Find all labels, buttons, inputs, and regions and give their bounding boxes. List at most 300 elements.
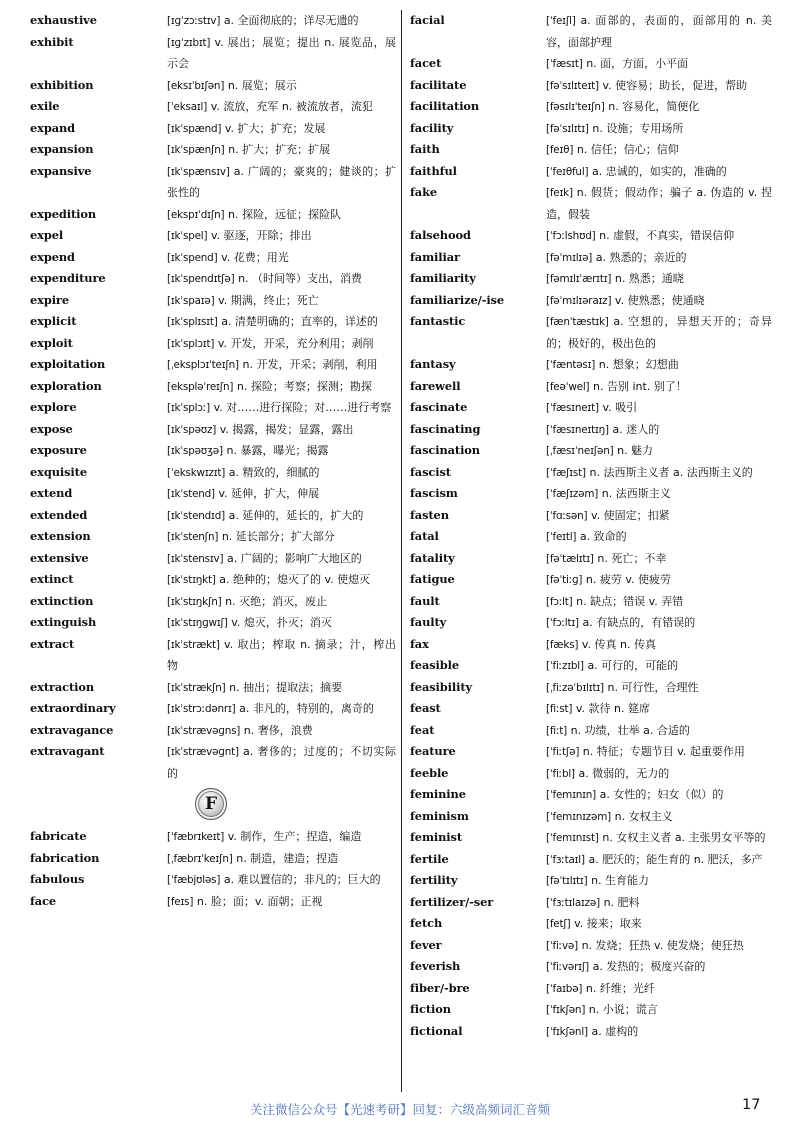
phonetic: [ɪkˈstendɪd] xyxy=(167,509,225,522)
entry-definition xyxy=(167,677,396,699)
dictionary-entry xyxy=(410,591,772,613)
dictionary-entry xyxy=(410,655,772,677)
phonetic: [ɪkˈstend] xyxy=(167,488,215,500)
gloss: v. 款待 n. 筵席 xyxy=(575,702,650,715)
headword: exposure xyxy=(30,443,87,457)
headword: familiarize/-ise xyxy=(410,292,505,307)
entry-definition xyxy=(167,247,396,269)
headword: extract xyxy=(30,636,75,651)
entry-definition xyxy=(167,526,396,548)
phonetic: [ˌfæsɪˈneɪʃən] xyxy=(546,445,614,457)
dictionary-entry xyxy=(410,978,772,1000)
entry-definition xyxy=(546,354,772,376)
phonetic: [ˈfiːvərɪʃ] xyxy=(546,961,589,973)
gloss: n. 扩大；扩充；扩展 xyxy=(228,143,331,156)
gloss: n. 抽出；提取法；摘要 xyxy=(229,680,343,694)
entry-definition xyxy=(546,612,772,634)
headword: feasibility xyxy=(410,679,472,694)
dictionary-entry xyxy=(410,892,772,914)
phonetic: [ˈfiːzɪbl] xyxy=(546,660,584,672)
gloss: n. 脸；面；v. 面朝；正视 xyxy=(196,894,323,908)
dictionary-entry xyxy=(30,397,396,419)
headword: facilitation xyxy=(410,99,480,113)
dictionary-entry xyxy=(30,333,396,355)
dictionary-entry xyxy=(30,247,396,269)
headword: feminine xyxy=(410,787,466,801)
entry-definition xyxy=(546,376,772,398)
phonetic: [ˈfæbrɪkeɪt] xyxy=(167,831,225,843)
headword: exploration xyxy=(30,378,102,393)
entry-definition xyxy=(546,849,772,871)
entry-definition xyxy=(546,741,772,763)
dictionary-entry xyxy=(410,440,772,462)
gloss: n. 灭绝；消灭，废止 xyxy=(225,594,328,608)
gloss: n. 女权主义 xyxy=(614,809,673,823)
phonetic: [ɪkˈstrækʃn] xyxy=(167,681,226,694)
gloss: n. 虚假，不真实，错误信仰 xyxy=(599,229,735,242)
phonetic: [fetʃ] xyxy=(546,918,571,930)
entry-definition xyxy=(167,591,396,613)
phonetic: [ˈfæʃɪst] xyxy=(546,466,586,479)
dictionary-entry xyxy=(30,526,396,548)
entry-definition xyxy=(546,870,772,892)
gloss: v. 接来；取来 xyxy=(574,917,642,930)
gloss: v. 驱逐，开除；排出 xyxy=(210,229,312,242)
entry-definition xyxy=(167,720,396,742)
phonetic: [ˈfɪkʃən] xyxy=(546,1004,586,1016)
phonetic: [ˈfæbjʊləs] xyxy=(167,874,221,886)
dictionary-entry xyxy=(30,483,396,505)
headword: fascinating xyxy=(410,421,481,436)
phonetic: [ɪkˈspænd] xyxy=(167,122,222,135)
headword: explicit xyxy=(30,314,77,328)
entry-definition xyxy=(167,698,396,720)
headword: extinct xyxy=(30,572,74,586)
phonetic: [ɪkˈstrækt] xyxy=(167,638,220,651)
gloss: n. 告别 int. 别了！ xyxy=(593,379,687,393)
headword: expedition xyxy=(30,206,97,221)
phonetic: [ˈfaɪbə] xyxy=(546,982,583,995)
phonetic: [ɪkˈsplɪsɪt] xyxy=(167,316,218,328)
dictionary-entry xyxy=(30,848,396,870)
headword: falsehood xyxy=(410,228,471,242)
headword: fabrication xyxy=(30,850,100,865)
dictionary-entry xyxy=(30,826,396,848)
phonetic: [ɪkˈspəʊʒə] xyxy=(167,445,223,457)
headword: expand xyxy=(30,120,76,135)
entry-definition xyxy=(546,763,772,785)
entry-definition xyxy=(167,483,396,505)
dictionary-entry xyxy=(30,311,396,333)
dictionary-entry xyxy=(30,720,396,742)
entry-definition xyxy=(546,10,772,53)
gloss: n. 女权主义者 a. 主张男女平等的 xyxy=(602,831,766,844)
dictionary-entry xyxy=(410,161,772,183)
phonetic: [ˈfeɪθful] xyxy=(546,165,589,178)
phonetic: [ekspɪˈdɪʃn] xyxy=(167,208,225,221)
dictionary-entry xyxy=(410,548,772,570)
dictionary-entry xyxy=(410,118,772,140)
dictionary-entry xyxy=(30,891,396,913)
entry-definition xyxy=(546,892,772,914)
entry-definition xyxy=(167,419,396,441)
gloss: n. 功绩，壮举 a. 合适的 xyxy=(570,723,690,737)
headword: extravagant xyxy=(30,744,105,758)
gloss: v. 扩大；扩充；发展 xyxy=(224,121,326,135)
entry-definition xyxy=(546,999,772,1021)
headword: expansive xyxy=(30,163,92,178)
dictionary-entry xyxy=(410,956,772,978)
headword: fascism xyxy=(410,486,458,500)
entry-definition xyxy=(546,978,772,1000)
phonetic: [feəˈwel] xyxy=(546,380,590,393)
headword: fabricate xyxy=(30,829,87,843)
headword: exploitation xyxy=(30,357,106,371)
phonetic: [ɪkˈspel] xyxy=(167,230,208,242)
section-letter-badge xyxy=(195,788,227,820)
phonetic: [ɪkˈspaɪə] xyxy=(167,294,215,307)
phonetic: [ˈfæntəsɪ] xyxy=(546,359,596,371)
gloss: a. 熟悉的；亲近的 xyxy=(595,250,687,264)
entry-definition xyxy=(546,827,772,849)
headword: explore xyxy=(30,400,77,414)
dictionary-entry xyxy=(410,182,772,225)
entry-definition xyxy=(546,591,772,613)
headword: facet xyxy=(410,56,442,70)
headword: extinction xyxy=(30,593,94,608)
headword: exhaustive xyxy=(30,13,97,27)
dictionary-entry xyxy=(410,419,772,441)
phonetic: [ˈfemɪnɪzəm] xyxy=(546,810,612,823)
entry-definition xyxy=(167,634,396,677)
phonetic: [fəsɪlɪˈteɪʃn] xyxy=(546,101,605,113)
dictionary-entry xyxy=(410,741,772,763)
headword: feature xyxy=(410,744,456,758)
dictionary-entry xyxy=(410,935,772,957)
dictionary-entry xyxy=(410,247,772,269)
gloss: n. 法西斯主义者 a. 法西斯主义的 xyxy=(589,465,753,479)
gloss: v. 对……进行探险；对……进行考察 xyxy=(213,401,392,414)
phonetic: [ɪkˈstrævəɡnt] xyxy=(167,746,239,758)
gloss: v. 延伸，扩大，伸展 xyxy=(218,487,320,500)
headword: fatigue xyxy=(410,572,455,586)
entry-definition xyxy=(167,290,396,312)
gloss: v. 使容易；助长，促进，帮助 xyxy=(602,78,748,92)
phonetic: [ˈfɔːltɪ] xyxy=(546,617,579,629)
dictionary-entry xyxy=(30,96,396,118)
dictionary-entry xyxy=(30,268,396,290)
phonetic: [ɪkˈstenʃn] xyxy=(167,531,219,543)
headword: fax xyxy=(410,636,429,651)
headword: feminism xyxy=(410,808,469,823)
dictionary-entry xyxy=(30,591,396,613)
footer-promo[interactable]: 关注微信公众号【光速考研】回复：六级高频词汇音频 xyxy=(249,1102,550,1117)
gloss: n. 暴露，曝光；揭露 xyxy=(226,444,329,457)
entry-definition xyxy=(546,720,772,742)
headword: fertilizer/-ser xyxy=(410,894,494,909)
headword: fatality xyxy=(410,550,455,565)
dictionary-entry xyxy=(410,784,772,806)
phonetic: [ɪkˈspænsɪv] xyxy=(167,165,230,178)
headword: fertility xyxy=(410,873,458,887)
dictionary-entry xyxy=(410,763,772,785)
gloss: n. 小说；谎言 xyxy=(588,1003,658,1016)
headword: faith xyxy=(410,142,440,156)
entry-definition xyxy=(546,483,772,505)
entry-definition xyxy=(546,139,772,161)
headword: feast xyxy=(410,701,441,715)
dictionary-entry xyxy=(410,462,772,484)
dictionary-entry xyxy=(410,75,772,97)
dictionary-entry xyxy=(410,268,772,290)
entry-definition xyxy=(546,75,772,97)
headword: expend xyxy=(30,249,75,264)
phonetic: [ˈfɜːtɪlaɪzə] xyxy=(546,896,600,909)
phonetic: [ˈfɔːlshʊd] xyxy=(546,230,596,242)
gloss: a. 延伸的，延长的，扩大的 xyxy=(228,508,364,522)
entry-definition xyxy=(167,376,396,398)
dictionary-entry xyxy=(410,376,772,398)
gloss: n. （时间等）支出，消费 xyxy=(238,272,363,285)
entry-definition xyxy=(546,548,772,570)
phonetic: [ɪkˈsplɔː] xyxy=(167,402,210,414)
dictionary-entry xyxy=(30,376,396,398)
dictionary-entry xyxy=(410,720,772,742)
phonetic: [ɪkˈstensɪv] xyxy=(167,552,224,565)
gloss: n. 魅力 xyxy=(617,444,654,457)
phonetic: [ɪkˈstɪŋɡwɪʃ] xyxy=(167,617,228,629)
dictionary-entry xyxy=(30,354,396,376)
phonetic: [fəˈsɪlɪtɪ] xyxy=(546,122,589,135)
dictionary-entry xyxy=(30,225,396,247)
dictionary-entry xyxy=(30,569,396,591)
phonetic: [fəˈmɪlɪəraɪz] xyxy=(546,294,612,307)
entry-definition xyxy=(546,505,772,527)
entry-definition xyxy=(167,397,396,419)
gloss: n. 奢侈，浪费 xyxy=(243,723,313,737)
gloss: n. 容易化，简便化 xyxy=(608,100,700,113)
entry-definition xyxy=(546,913,772,935)
gloss: v. 取出；榨取 n. 摘录；汁，榨出物 xyxy=(167,637,396,672)
right-entries xyxy=(410,10,772,1042)
phonetic: [ˈfæsɪneɪtɪŋ] xyxy=(546,423,609,436)
headword: expansion xyxy=(30,142,94,156)
headword: expose xyxy=(30,421,73,436)
dictionary-entry xyxy=(30,869,396,891)
headword: fictional xyxy=(410,1023,463,1038)
headword: fascinate xyxy=(410,400,468,414)
gloss: v. 熄灭，扑灭；消灭 xyxy=(231,616,332,629)
gloss: v. 使固定；扣紧 xyxy=(590,508,670,522)
gloss: a. 空想的，异想天开的；奇异的；极好的，极出色的 xyxy=(546,315,773,350)
gloss: n. 探险，远征；探险队 xyxy=(228,207,341,221)
headword: fasten xyxy=(410,507,449,522)
phonetic: [fɔːlt] xyxy=(546,595,573,608)
dictionary-entry xyxy=(30,161,396,204)
dictionary-entry xyxy=(30,204,396,226)
entry-definition xyxy=(546,182,772,225)
entry-definition xyxy=(167,848,396,870)
phonetic: [eksɪˈbɪʃən] xyxy=(167,79,225,92)
headword: facial xyxy=(410,13,445,27)
gloss: n. 假货；假动作；骗子 a. 伪造的 v. 捏造，假装 xyxy=(546,186,773,221)
phonetic: [ɪkˈspend] xyxy=(167,251,218,264)
dictionary-entry xyxy=(410,505,772,527)
entry-definition xyxy=(546,569,772,591)
dictionary-entry xyxy=(410,677,772,699)
dictionary-entry xyxy=(410,999,772,1021)
gloss: n. 信任；信心；信仰 xyxy=(576,143,679,156)
phonetic: [ɪkˈstrævəɡns] xyxy=(167,724,241,737)
phonetic: [feɪθ] xyxy=(546,144,574,156)
phonetic: [ɪkˈspænʃn] xyxy=(167,144,225,156)
headword: extension xyxy=(30,529,91,543)
phonetic: [feɪk] xyxy=(546,187,573,199)
gloss: a. 清楚明确的；直率的，详述的 xyxy=(221,315,378,328)
entry-definition xyxy=(167,612,396,634)
gloss: v. 期满，终止；死亡 xyxy=(218,293,319,307)
headword: faithful xyxy=(410,163,457,178)
phonetic: [feɪs] xyxy=(167,895,194,908)
gloss: a. 非凡的，特别的，离奇的 xyxy=(239,702,374,715)
phonetic: [ˈfiːtʃə] xyxy=(546,746,580,758)
entry-definition xyxy=(167,826,396,848)
gloss: n. 制造，建造；捏造 xyxy=(236,851,339,865)
entry-definition xyxy=(167,333,396,355)
phonetic: [ɪkˈstɪŋkt] xyxy=(167,574,216,586)
dictionary-entry xyxy=(410,53,772,75)
dictionary-entry xyxy=(410,870,772,892)
headword: exile xyxy=(30,99,60,113)
phonetic: [fiːt] xyxy=(546,724,568,737)
entry-definition xyxy=(167,440,396,462)
dictionary-entry xyxy=(30,419,396,441)
entry-definition xyxy=(546,526,772,548)
gloss: n. 探险；考察；探测；勘探 xyxy=(236,379,372,393)
headword: exploit xyxy=(30,335,73,350)
phonetic: [ˈfɜːtaɪl] xyxy=(546,853,585,866)
dictionary-entry xyxy=(30,612,396,634)
headword: extinguish xyxy=(30,615,97,629)
phonetic: [ɪkˈspəʊz] xyxy=(167,423,217,436)
dictionary-entry xyxy=(30,505,396,527)
dictionary-entry xyxy=(410,806,772,828)
gloss: n. 纤维；光纤 xyxy=(585,981,655,995)
headword: extraction xyxy=(30,679,95,694)
dictionary-entry xyxy=(30,440,396,462)
right-column xyxy=(410,10,772,1042)
phonetic: [ˈfeɪtl] xyxy=(546,531,577,543)
phonetic: [fæks] xyxy=(546,638,579,651)
entry-definition xyxy=(167,869,396,891)
entry-definition xyxy=(546,96,772,118)
gloss: a. 难以置信的；非凡的；巨大的 xyxy=(223,873,381,886)
entry-definition xyxy=(546,290,772,312)
entry-definition xyxy=(167,741,396,784)
phonetic: [ˈfæʃɪzəm] xyxy=(546,488,599,500)
headword: feasible xyxy=(410,658,460,672)
dictionary-entry xyxy=(410,10,772,53)
headword: fertile xyxy=(410,851,449,866)
entry-definition xyxy=(167,32,396,75)
entry-definition xyxy=(546,655,772,677)
headword: exhibit xyxy=(30,34,74,49)
dictionary-entry xyxy=(410,569,772,591)
entry-definition xyxy=(546,397,772,419)
headword: expel xyxy=(30,228,64,242)
entry-definition xyxy=(546,440,772,462)
headword: fantasy xyxy=(410,357,456,371)
phonetic: [fəmɪlɪˈærɪtɪ] xyxy=(546,273,612,285)
phonetic: [ɪkˈstrɔːdənrɪ] xyxy=(167,703,236,715)
entry-definition xyxy=(546,53,772,75)
dictionary-entry xyxy=(30,32,396,75)
dictionary-entry xyxy=(30,118,396,140)
gloss: a. 精致的，细腻的 xyxy=(228,465,320,479)
entry-definition xyxy=(546,634,772,656)
dictionary-entry xyxy=(410,290,772,312)
entry-definition xyxy=(546,311,772,354)
gloss: a. 可行的，可能的 xyxy=(587,659,679,672)
headword: facilitate xyxy=(410,77,467,92)
phonetic: [ˈeksaɪl] xyxy=(167,101,208,113)
left-column xyxy=(30,10,396,912)
dictionary-entry xyxy=(410,849,772,871)
dictionary-entry xyxy=(30,462,396,484)
entry-definition xyxy=(546,935,772,957)
phonetic: [ˈfemɪnɪst] xyxy=(546,832,599,844)
phonetic: [fəˈsɪlɪteɪt] xyxy=(546,79,599,92)
dictionary-entry xyxy=(410,612,772,634)
gloss: v. 吸引 xyxy=(602,401,638,414)
entry-definition xyxy=(546,462,772,484)
entry-definition xyxy=(167,225,396,247)
headword: expire xyxy=(30,292,69,307)
gloss: v. 揭露，揭发；显露，露出 xyxy=(219,422,354,436)
headword: extensive xyxy=(30,550,89,565)
phonetic: [fəˈmɪlɪə] xyxy=(546,251,593,264)
headword: familiarity xyxy=(410,271,476,285)
phonetic: [fəˈtælɪtɪ] xyxy=(546,552,594,565)
phonetic: [ˈfeɪʃl] xyxy=(546,15,576,27)
gloss: n. 可行性，合理性 xyxy=(607,680,699,694)
gloss: a. 全面彻底的；详尽无遗的 xyxy=(223,14,359,27)
entry-definition xyxy=(167,204,396,226)
headword: exhibition xyxy=(30,77,94,92)
headword: extended xyxy=(30,507,88,522)
dictionary-entry xyxy=(30,75,396,97)
dictionary-entry xyxy=(410,397,772,419)
gloss: a. 面部的，表面的，面部用的 n. 美容，面部护理 xyxy=(546,14,772,49)
gloss: n. 延长部分；扩大部分 xyxy=(221,530,335,543)
gloss: a. 有缺点的，有错误的 xyxy=(582,616,696,629)
headword: fatal xyxy=(410,529,439,543)
left-entries-e xyxy=(30,10,396,784)
gloss: n. 熟悉；通晓 xyxy=(614,272,684,285)
gloss: v. 制作，生产；捏造，编造 xyxy=(227,830,362,843)
gloss: n. 展览；展示 xyxy=(227,78,297,92)
phonetic: [ˌfæbrɪˈkeɪʃn] xyxy=(167,852,233,865)
gloss: v. 开发，开采，充分利用；剥削 xyxy=(217,336,374,350)
dictionary-entry xyxy=(410,634,772,656)
headword: feeble xyxy=(410,765,449,780)
headword: expenditure xyxy=(30,271,106,285)
headword: fiber/-bre xyxy=(410,980,470,995)
headword: fascist xyxy=(410,464,451,479)
left-entries-f xyxy=(30,826,396,912)
gloss: n. 缺点；错误 v. 弄错 xyxy=(576,594,684,608)
phonetic: [ˌfiːzəˈbɪlɪtɪ] xyxy=(546,681,604,694)
